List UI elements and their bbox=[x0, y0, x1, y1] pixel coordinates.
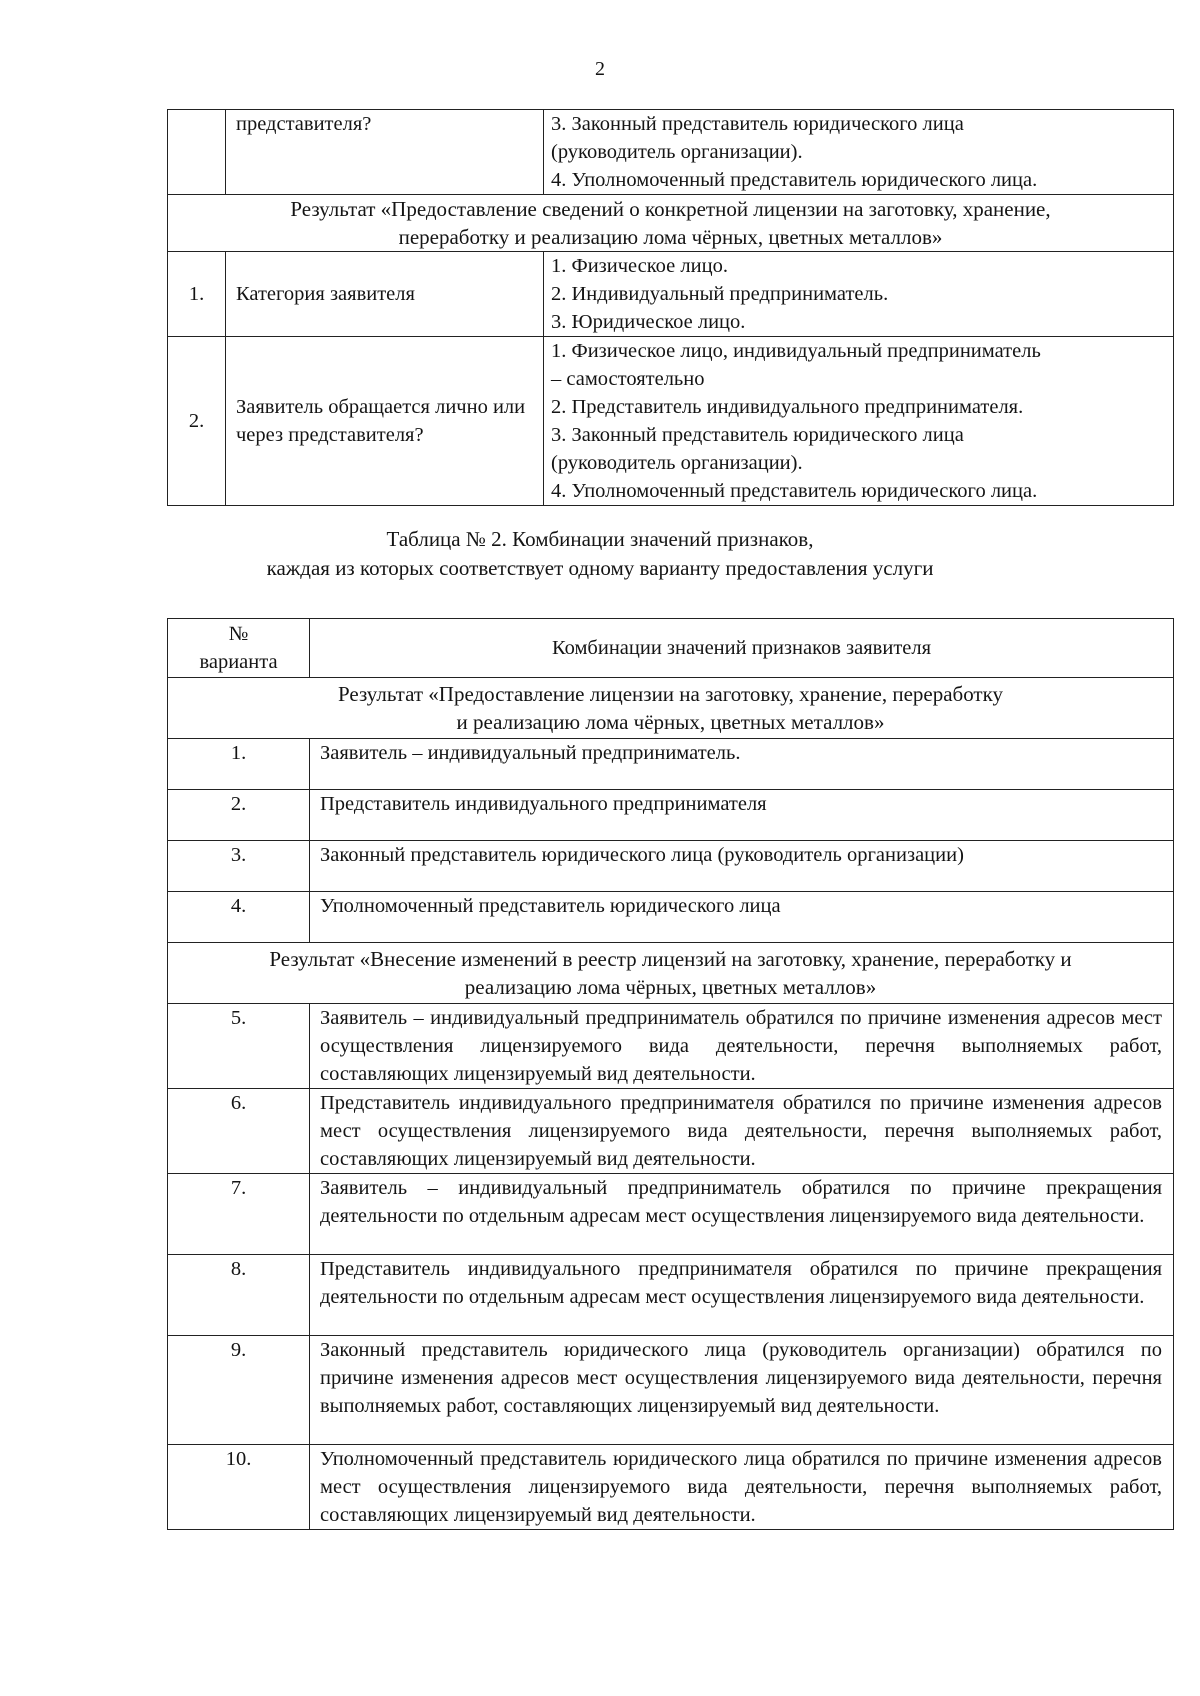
header-row bbox=[168, 619, 1174, 678]
variant-number: 10. bbox=[168, 1445, 310, 1530]
table-row bbox=[168, 1174, 1174, 1255]
variant-number: 6. bbox=[168, 1089, 310, 1174]
caption-line: каждая из которых соответствует одному варианту предоставления услуги bbox=[266, 556, 934, 580]
answer-line: 3. Законный представитель юридического лица bbox=[551, 424, 964, 446]
answer-line: 3. Законный представитель юридического лица bbox=[551, 113, 964, 135]
section-title bbox=[168, 678, 1174, 739]
answer-line: 1. Физическое лицо. bbox=[551, 255, 728, 277]
answers-cell bbox=[544, 110, 1174, 195]
table-row bbox=[168, 1004, 1174, 1089]
row-number-cell bbox=[168, 110, 226, 195]
header-line: № bbox=[228, 623, 249, 645]
combination-text: Заявитель – индивидуальный предприниматель обратился по причине прекращения деятельности по отдельным адресам мест осуществления лицензируемого вида деятельности. bbox=[310, 1174, 1174, 1255]
table-row bbox=[168, 1445, 1174, 1530]
row-number: 1. bbox=[168, 252, 226, 337]
section-row bbox=[168, 195, 1174, 252]
question-cell: Категория заявителя bbox=[226, 252, 544, 337]
section-title bbox=[168, 195, 1174, 252]
combination-text: Уполномоченный представитель юридического лица обратился по причине изменения адресов мест осуществления лицензируемого вида деятельности, перечня выполняемых работ, составляющих лицензируемый вид деятельности. bbox=[310, 1445, 1174, 1530]
answer-line: (руководитель организации). bbox=[551, 452, 803, 474]
answers-cell bbox=[544, 337, 1174, 506]
answer-line: 4. Уполномоченный представитель юридического лица. bbox=[551, 480, 1038, 502]
variant-number: 8. bbox=[168, 1255, 310, 1336]
caption-line: Таблица № 2. Комбинации значений признаков, bbox=[386, 527, 814, 551]
table-caption bbox=[0, 525, 1200, 583]
variant-number: 5. bbox=[168, 1004, 310, 1089]
combination-text: Представитель индивидуального предпринимателя обратился по причине изменения адресов мест осуществления лицензируемого вида деятельности, перечня выполняемых работ, составляющих лицензируемый вид деятельности. bbox=[310, 1089, 1174, 1174]
variant-number: 3. bbox=[168, 841, 310, 892]
header-line: варианта bbox=[199, 651, 278, 673]
combination-text: Представитель индивидуального предпринимателя bbox=[310, 790, 1174, 841]
answer-line: 4. Уполномоченный представитель юридического лица. bbox=[551, 169, 1038, 191]
answers-cell bbox=[544, 252, 1174, 337]
variant-number: 9. bbox=[168, 1336, 310, 1445]
answer-line: – самостоятельно bbox=[551, 368, 705, 390]
answer-line: 3. Юридическое лицо. bbox=[551, 311, 746, 333]
combination-text: Уполномоченный представитель юридического лица bbox=[310, 892, 1174, 943]
section-title bbox=[168, 943, 1174, 1004]
section-title-line: Результат «Внесение изменений в реестр лицензий на заготовку, хранение, переработку и bbox=[269, 947, 1072, 971]
question-cell bbox=[226, 110, 544, 195]
answer-line: 1. Физическое лицо, индивидуальный предприниматель bbox=[551, 340, 1041, 362]
variant-number: 4. bbox=[168, 892, 310, 943]
variant-number: 2. bbox=[168, 790, 310, 841]
table-row bbox=[168, 892, 1174, 943]
combination-header: Комбинации значений признаков заявителя bbox=[310, 619, 1174, 678]
variants-table bbox=[167, 618, 1174, 1530]
answer-line: 2. Представитель индивидуального предпринимателя. bbox=[551, 396, 1024, 418]
row-number: 2. bbox=[168, 337, 226, 506]
criteria-table bbox=[167, 109, 1174, 506]
table-row bbox=[168, 739, 1174, 790]
question-text: представителя? bbox=[236, 113, 372, 135]
table-row bbox=[168, 110, 1174, 195]
section-title-line: Результат «Предоставление сведений о конкретной лицензии на заготовку, хранение, bbox=[290, 197, 1051, 221]
combination-text: Законный представитель юридического лица (руководитель организации) bbox=[310, 841, 1174, 892]
answer-line: (руководитель организации). bbox=[551, 141, 803, 163]
variant-number: 1. bbox=[168, 739, 310, 790]
section-title-line: реализацию лома чёрных, цветных металлов» bbox=[464, 975, 877, 999]
table-row bbox=[168, 1089, 1174, 1174]
answer-line: 2. Индивидуальный предприниматель. bbox=[551, 283, 889, 305]
section-row bbox=[168, 943, 1174, 1004]
combination-text: Представитель индивидуального предпринимателя обратился по причине прекращения деятельности по отдельным адресам мест осуществления лицензируемого вида деятельности. bbox=[310, 1255, 1174, 1336]
table-row bbox=[168, 1336, 1174, 1445]
table-row bbox=[168, 790, 1174, 841]
table-row bbox=[168, 1255, 1174, 1336]
variant-header bbox=[168, 619, 310, 678]
question-cell: Заявитель обращается лично или через представителя? bbox=[226, 337, 544, 506]
section-title-line: переработку и реализацию лома чёрных, цветных металлов» bbox=[398, 225, 943, 249]
combination-text: Заявитель – индивидуальный предприниматель обратился по причине изменения адресов мест осуществления лицензируемого вида деятельности, перечня выполняемых работ, составляющих лицензируемый вид деятельности. bbox=[310, 1004, 1174, 1089]
page-number: 2 bbox=[595, 58, 605, 80]
table-row bbox=[168, 841, 1174, 892]
table-row bbox=[168, 252, 1174, 337]
variant-number: 7. bbox=[168, 1174, 310, 1255]
table-row bbox=[168, 337, 1174, 506]
section-row bbox=[168, 678, 1174, 739]
combination-text: Заявитель – индивидуальный предприниматель. bbox=[310, 739, 1174, 790]
section-title-line: и реализацию лома чёрных, цветных металлов» bbox=[456, 710, 885, 734]
section-title-line: Результат «Предоставление лицензии на заготовку, хранение, переработку bbox=[337, 682, 1004, 706]
combination-text: Законный представитель юридического лица (руководитель организации) обратился по причине изменения адресов мест осуществления лицензируемого вида деятельности, перечня выполняемых работ, составляющих лицензируемый вид деятельности. bbox=[310, 1336, 1174, 1445]
